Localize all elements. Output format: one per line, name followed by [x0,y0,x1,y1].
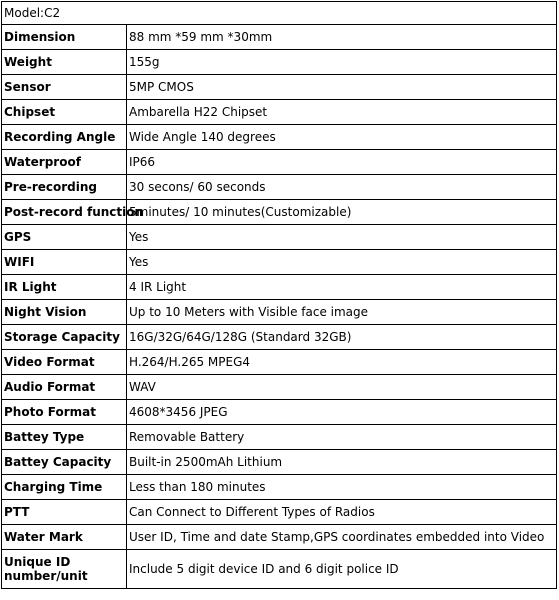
spec-row [2,125,557,150]
spec-value: Wide Angle 140 degrees [127,125,557,150]
spec-label: Water Mark [2,525,127,550]
spec-row [2,200,557,225]
spec-value: 5MP CMOS [127,75,557,100]
spec-label: Dimension [2,25,127,50]
spec-label: Battey Type [2,425,127,450]
spec-table [1,1,557,589]
spec-label: IR Light [2,275,127,300]
spec-label: PTT [2,500,127,525]
spec-value: Less than 180 minutes [127,475,557,500]
spec-label: Audio Format [2,375,127,400]
spec-value: Yes [127,225,557,250]
spec-row [2,375,557,400]
spec-value: 4 IR Light [127,275,557,300]
spec-label: WIFI [2,250,127,275]
spec-value: 30 secons/ 60 seconds [127,175,557,200]
spec-row [2,150,557,175]
spec-label: Battey Capacity [2,450,127,475]
spec-row [2,225,557,250]
spec-value: Include 5 digit device ID and 6 digit police ID [127,550,557,589]
spec-table-body [2,2,557,589]
spec-value: WAV [127,375,557,400]
spec-row [2,525,557,550]
spec-row [2,425,557,450]
spec-row [2,25,557,50]
spec-label: Video Format [2,350,127,375]
spec-label: Chipset [2,100,127,125]
spec-label: Storage Capacity [2,325,127,350]
spec-row [2,500,557,525]
spec-row [2,400,557,425]
spec-row [2,50,557,75]
spec-row [2,275,557,300]
spec-value: 4608*3456 JPEG [127,400,557,425]
model-title: Model:C2 [2,2,557,25]
spec-value: H.264/H.265 MPEG4 [127,350,557,375]
spec-row [2,75,557,100]
spec-label: Sensor [2,75,127,100]
spec-value: 5minutes/ 10 minutes(Customizable) [127,200,557,225]
spec-row [2,450,557,475]
spec-value: 88 mm *59 mm *30mm [127,25,557,50]
spec-value: Can Connect to Different Types of Radios [127,500,557,525]
spec-label: Recording Angle [2,125,127,150]
spec-row [2,350,557,375]
spec-value: 155g [127,50,557,75]
spec-row [2,250,557,275]
spec-label: Waterproof [2,150,127,175]
spec-value: Removable Battery [127,425,557,450]
spec-row [2,325,557,350]
spec-label: Unique ID number/unit [2,550,127,589]
spec-value: Ambarella H22 Chipset [127,100,557,125]
spec-row [2,175,557,200]
spec-row [2,300,557,325]
spec-value: Built-in 2500mAh Lithium [127,450,557,475]
spec-label: Post-record function [2,200,127,225]
spec-label: Pre-recording [2,175,127,200]
spec-value: Yes [127,250,557,275]
spec-value: User ID, Time and date Stamp,GPS coordinates embedded into Video [127,525,557,550]
spec-label: Weight [2,50,127,75]
model-row [2,2,557,25]
spec-row [2,100,557,125]
spec-value: 16G/32G/64G/128G (Standard 32GB) [127,325,557,350]
spec-value: Up to 10 Meters with Visible face image [127,300,557,325]
spec-value: IP66 [127,150,557,175]
spec-row [2,475,557,500]
spec-row [2,550,557,589]
spec-label: Night Vision [2,300,127,325]
spec-label: Charging Time [2,475,127,500]
spec-label: GPS [2,225,127,250]
spec-label: Photo Format [2,400,127,425]
